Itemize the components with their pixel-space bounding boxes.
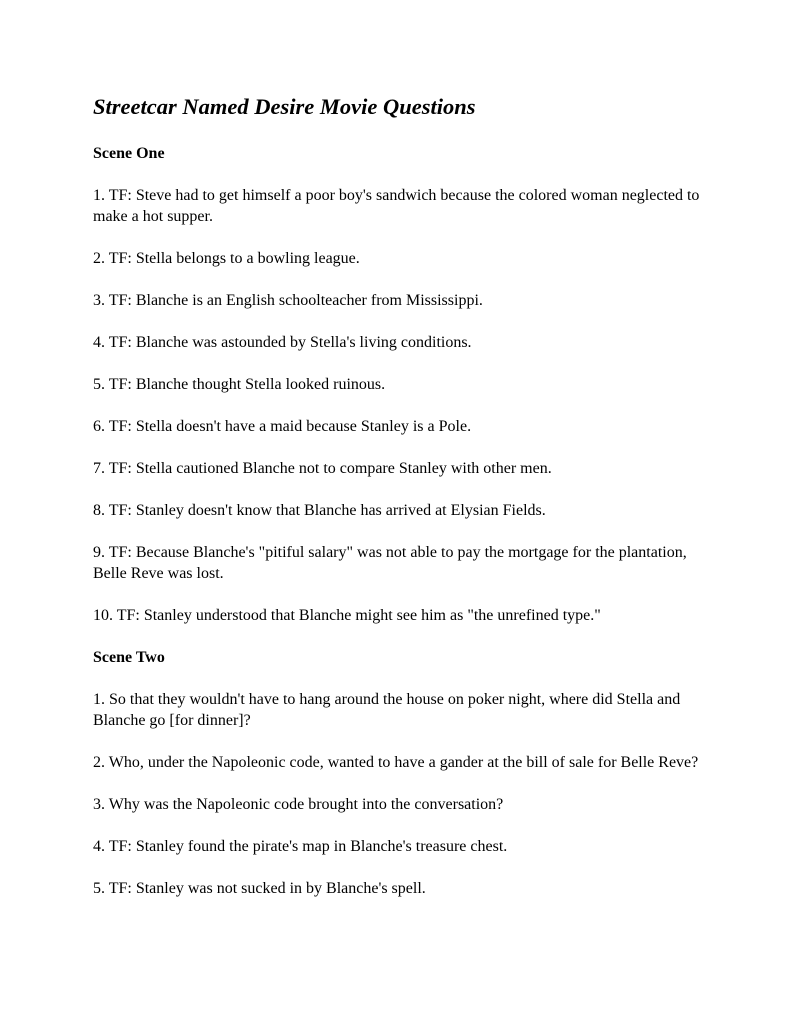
question-item: 5. TF: Blanche thought Stella looked ruinous.	[93, 376, 386, 393]
scene-one-section	[93, 143, 703, 626]
question-item: 7. TF: Stella cautioned Blanche not to compare Stanley with other men.	[93, 460, 552, 477]
question-item: 3. Why was the Napoleonic code brought into the conversation?	[93, 796, 504, 813]
question-item: 8. TF: Stanley doesn't know that Blanche has arrived at Elysian Fields.	[93, 502, 546, 519]
document-title: Streetcar Named Desire Movie Questions	[93, 94, 476, 119]
question-item: 5. TF: Stanley was not sucked in by Blanche's spell.	[93, 880, 426, 897]
question-item: 4. TF: Stanley found the pirate's map in Blanche's treasure chest.	[93, 838, 508, 855]
scene-two-section	[93, 647, 703, 899]
question-item: 1. So that they wouldn't have to hang around the house on poker night, where did Stella and Blanche go [for dinner]?	[93, 691, 681, 729]
question-item: 10. TF: Stanley understood that Blanche might see him as "the unrefined type."	[93, 607, 601, 624]
scene-heading: Scene Two	[93, 649, 165, 666]
question-item: 3. TF: Blanche is an English schoolteacher from Mississippi.	[93, 292, 483, 309]
question-item: 4. TF: Blanche was astounded by Stella's living conditions.	[93, 334, 472, 351]
question-item: 6. TF: Stella doesn't have a maid because Stanley is a Pole.	[93, 418, 472, 435]
scene-heading: Scene One	[93, 145, 165, 162]
question-item: 2. TF: Stella belongs to a bowling league.	[93, 250, 360, 267]
document-page	[93, 93, 703, 920]
question-item: 9. TF: Because Blanche's "pitiful salary" was not able to pay the mortgage for the plantation, Belle Reve was lost.	[93, 544, 687, 582]
question-item: 2. Who, under the Napoleonic code, wanted to have a gander at the bill of sale for Belle Reve?	[93, 754, 699, 771]
question-item: 1. TF: Steve had to get himself a poor boy's sandwich because the colored woman neglected to make a hot supper.	[93, 187, 700, 225]
